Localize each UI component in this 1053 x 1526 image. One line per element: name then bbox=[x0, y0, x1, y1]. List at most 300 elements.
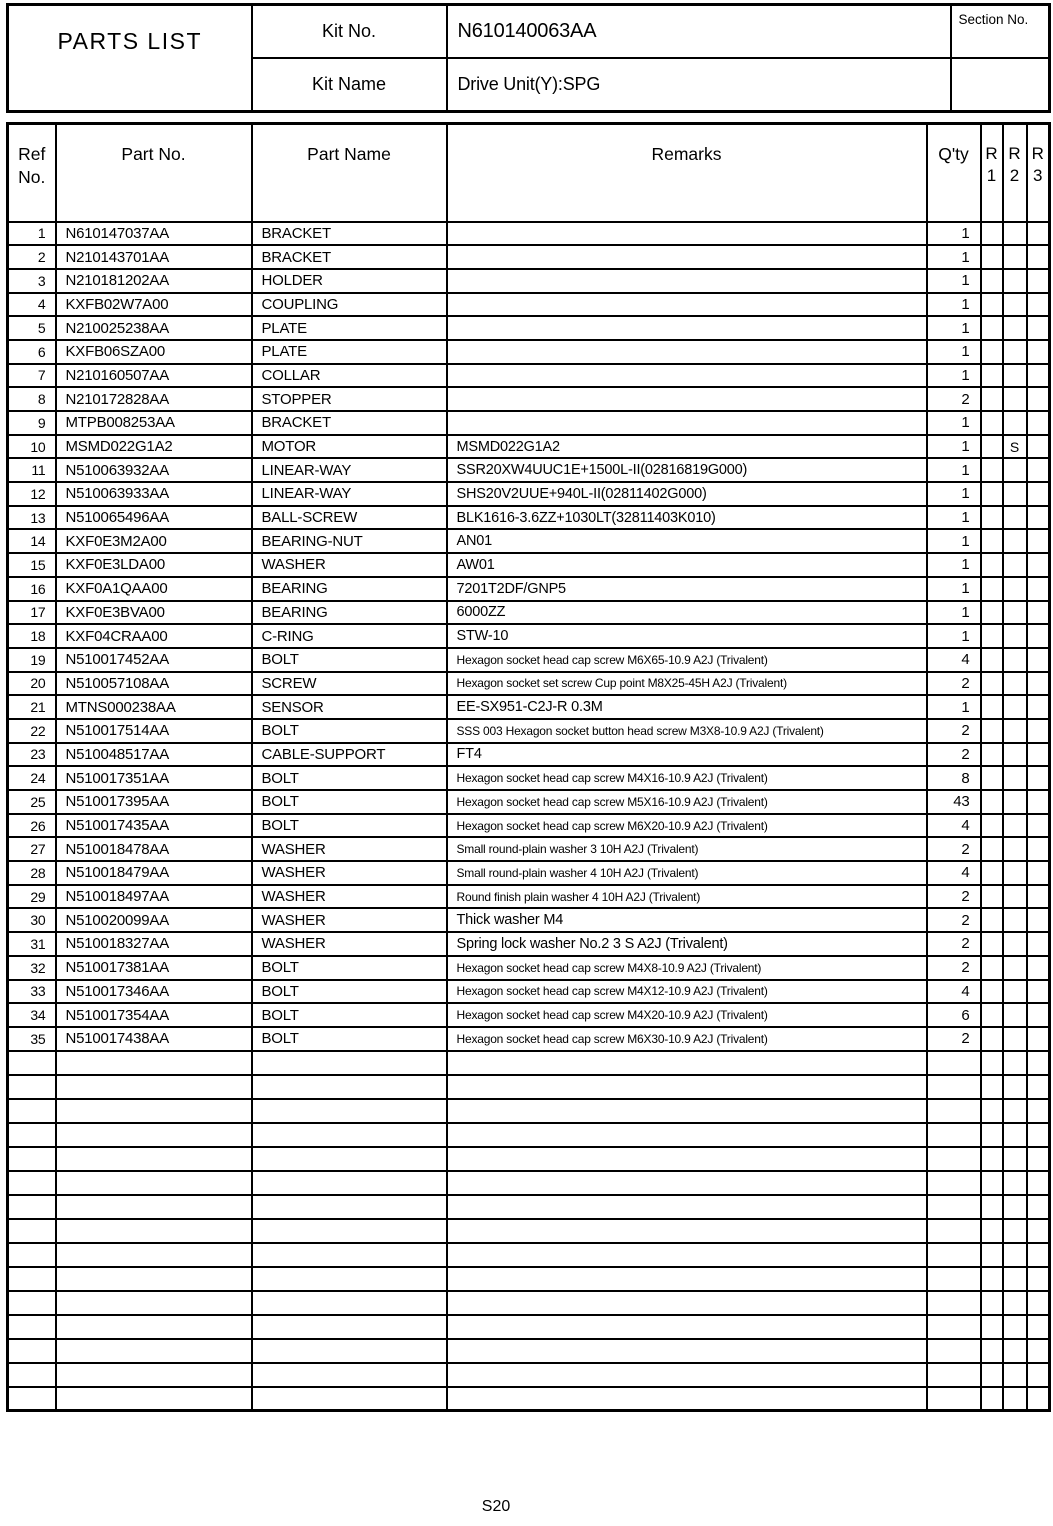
cell-r3 bbox=[1027, 1339, 1050, 1363]
cell-ref-no: 16 bbox=[8, 577, 56, 601]
cell-r1 bbox=[981, 1267, 1003, 1291]
cell-qty bbox=[927, 1219, 981, 1243]
cell-qty: 1 bbox=[927, 695, 981, 719]
cell-ref-no: 6 bbox=[8, 340, 56, 364]
cell-remarks bbox=[447, 1171, 927, 1195]
cell-ref-no: 29 bbox=[8, 885, 56, 909]
cell-qty bbox=[927, 1291, 981, 1315]
cell-part-name bbox=[252, 1315, 447, 1339]
cell-qty: 2 bbox=[927, 743, 981, 767]
cell-qty: 43 bbox=[927, 790, 981, 814]
cell-r1 bbox=[981, 695, 1003, 719]
cell-ref-no: 1 bbox=[8, 222, 56, 246]
cell-r3 bbox=[1027, 316, 1050, 340]
cell-remarks bbox=[447, 1147, 927, 1171]
cell-r2 bbox=[1003, 364, 1027, 388]
cell-remarks bbox=[447, 1219, 927, 1243]
cell-r2 bbox=[1003, 601, 1027, 625]
cell-remarks bbox=[447, 1291, 927, 1315]
cell-remarks: FT4 bbox=[447, 743, 927, 767]
empty-row bbox=[8, 1339, 1050, 1363]
table-row bbox=[8, 885, 1050, 909]
cell-ref-no: 34 bbox=[8, 1003, 56, 1027]
cell-part-no: N510017395AA bbox=[56, 790, 252, 814]
cell-r3 bbox=[1027, 1291, 1050, 1315]
cell-ref-no: 12 bbox=[8, 482, 56, 506]
cell-part-name: PLATE bbox=[252, 340, 447, 364]
cell-ref-no: 2 bbox=[8, 245, 56, 269]
cell-part-name: SENSOR bbox=[252, 695, 447, 719]
cell-remarks bbox=[447, 293, 927, 317]
page-title: PARTS LIST bbox=[8, 5, 252, 112]
cell-qty bbox=[927, 1099, 981, 1123]
cell-r1 bbox=[981, 908, 1003, 932]
cell-part-name bbox=[252, 1195, 447, 1219]
cell-r3 bbox=[1027, 1363, 1050, 1387]
empty-row bbox=[8, 1051, 1050, 1075]
table-row bbox=[8, 719, 1050, 743]
cell-r2 bbox=[1003, 1387, 1027, 1411]
cell-qty: 1 bbox=[927, 506, 981, 530]
cell-qty bbox=[927, 1171, 981, 1195]
cell-part-name: C-RING bbox=[252, 624, 447, 648]
cell-part-name: BEARING bbox=[252, 577, 447, 601]
cell-part-no: N510017354AA bbox=[56, 1003, 252, 1027]
cell-ref-no: 5 bbox=[8, 316, 56, 340]
col-header-r3: R 3 bbox=[1027, 124, 1050, 222]
cell-r1 bbox=[981, 885, 1003, 909]
cell-part-no: KXFB06SZA00 bbox=[56, 340, 252, 364]
cell-qty bbox=[927, 1123, 981, 1147]
empty-row bbox=[8, 1099, 1050, 1123]
cell-remarks bbox=[447, 245, 927, 269]
cell-part-name: COLLAR bbox=[252, 364, 447, 388]
cell-r2 bbox=[1003, 1123, 1027, 1147]
cell-qty bbox=[927, 1075, 981, 1099]
cell-part-name: BOLT bbox=[252, 956, 447, 980]
table-row bbox=[8, 316, 1050, 340]
cell-part-name bbox=[252, 1291, 447, 1315]
table-row bbox=[8, 553, 1050, 577]
cell-part-no: KXFB02W7A00 bbox=[56, 293, 252, 317]
cell-remarks bbox=[447, 1051, 927, 1075]
cell-qty: 1 bbox=[927, 577, 981, 601]
cell-r3 bbox=[1027, 435, 1050, 459]
cell-r3 bbox=[1027, 908, 1050, 932]
cell-ref-no: 27 bbox=[8, 837, 56, 861]
cell-r1 bbox=[981, 316, 1003, 340]
cell-remarks bbox=[447, 1363, 927, 1387]
cell-r3 bbox=[1027, 1075, 1050, 1099]
section-no-label: Section No. bbox=[951, 5, 1050, 58]
cell-part-no: N510017351AA bbox=[56, 766, 252, 790]
cell-r1 bbox=[981, 577, 1003, 601]
empty-row bbox=[8, 1147, 1050, 1171]
cell-part-no: KXF04CRAA00 bbox=[56, 624, 252, 648]
cell-remarks: MSMD022G1A2 bbox=[447, 435, 927, 459]
cell-qty: 1 bbox=[927, 458, 981, 482]
cell-remarks: Round finish plain washer 4 10H A2J (Trivalent) bbox=[447, 885, 927, 909]
cell-r1 bbox=[981, 956, 1003, 980]
cell-part-name: WASHER bbox=[252, 861, 447, 885]
col-header-r1: R 1 bbox=[981, 124, 1003, 222]
table-row bbox=[8, 269, 1050, 293]
empty-row bbox=[8, 1387, 1050, 1411]
cell-remarks: Small round-plain washer 4 10H A2J (Trivalent) bbox=[447, 861, 927, 885]
cell-r3 bbox=[1027, 956, 1050, 980]
col-header-r2: R 2 bbox=[1003, 124, 1027, 222]
cell-part-no: N510057108AA bbox=[56, 672, 252, 696]
cell-r1 bbox=[981, 1147, 1003, 1171]
cell-r2 bbox=[1003, 1219, 1027, 1243]
cell-part-name: WASHER bbox=[252, 837, 447, 861]
cell-r2 bbox=[1003, 387, 1027, 411]
cell-r1 bbox=[981, 340, 1003, 364]
cell-remarks: SHS20V2UUE+940L-II(02811402G000) bbox=[447, 482, 927, 506]
cell-qty: 1 bbox=[927, 435, 981, 459]
cell-ref-no bbox=[8, 1195, 56, 1219]
table-row bbox=[8, 814, 1050, 838]
empty-row bbox=[8, 1075, 1050, 1099]
page-number: S20 bbox=[481, 1498, 511, 1515]
cell-qty: 2 bbox=[927, 956, 981, 980]
table-row bbox=[8, 245, 1050, 269]
cell-part-name bbox=[252, 1387, 447, 1411]
cell-ref-no: 23 bbox=[8, 743, 56, 767]
cell-remarks: BLK1616-3.6ZZ+1030LT(32811403K010) bbox=[447, 506, 927, 530]
table-row bbox=[8, 695, 1050, 719]
cell-ref-no: 28 bbox=[8, 861, 56, 885]
cell-r1 bbox=[981, 1075, 1003, 1099]
cell-r3 bbox=[1027, 1027, 1050, 1051]
cell-part-name bbox=[252, 1243, 447, 1267]
cell-ref-no: 3 bbox=[8, 269, 56, 293]
table-row bbox=[8, 482, 1050, 506]
cell-qty: 1 bbox=[927, 316, 981, 340]
cell-part-no: N510020099AA bbox=[56, 908, 252, 932]
cell-r2 bbox=[1003, 743, 1027, 767]
cell-part-no: N510018479AA bbox=[56, 861, 252, 885]
cell-r1 bbox=[981, 1291, 1003, 1315]
cell-qty: 1 bbox=[927, 340, 981, 364]
table-row bbox=[8, 458, 1050, 482]
cell-ref-no bbox=[8, 1243, 56, 1267]
cell-part-no bbox=[56, 1075, 252, 1099]
cell-part-name: CABLE-SUPPORT bbox=[252, 743, 447, 767]
cell-r3 bbox=[1027, 648, 1050, 672]
section-no-value bbox=[951, 58, 1050, 112]
cell-r2 bbox=[1003, 222, 1027, 246]
cell-ref-no: 31 bbox=[8, 932, 56, 956]
cell-r3 bbox=[1027, 980, 1050, 1004]
cell-r3 bbox=[1027, 1243, 1050, 1267]
cell-part-no: N510018478AA bbox=[56, 837, 252, 861]
cell-qty: 1 bbox=[927, 529, 981, 553]
cell-remarks bbox=[447, 1195, 927, 1219]
cell-part-name bbox=[252, 1339, 447, 1363]
cell-part-no bbox=[56, 1243, 252, 1267]
cell-part-name: WASHER bbox=[252, 908, 447, 932]
cell-ref-no: 33 bbox=[8, 980, 56, 1004]
table-row bbox=[8, 1027, 1050, 1051]
cell-ref-no bbox=[8, 1219, 56, 1243]
cell-r2 bbox=[1003, 1027, 1027, 1051]
cell-ref-no bbox=[8, 1171, 56, 1195]
empty-row bbox=[8, 1219, 1050, 1243]
kit-name-value: Drive Unit(Y):SPG bbox=[447, 58, 951, 112]
cell-remarks: 7201T2DF/GNP5 bbox=[447, 577, 927, 601]
cell-part-name bbox=[252, 1147, 447, 1171]
cell-remarks bbox=[447, 269, 927, 293]
cell-part-name bbox=[252, 1075, 447, 1099]
cell-r3 bbox=[1027, 719, 1050, 743]
cell-r2 bbox=[1003, 766, 1027, 790]
cell-remarks bbox=[447, 340, 927, 364]
cell-r2 bbox=[1003, 245, 1027, 269]
cell-qty: 2 bbox=[927, 908, 981, 932]
header-row-kit-no bbox=[8, 5, 1050, 58]
cell-part-name: WASHER bbox=[252, 553, 447, 577]
cell-part-name: BALL-SCREW bbox=[252, 506, 447, 530]
cell-ref-no bbox=[8, 1099, 56, 1123]
cell-remarks bbox=[447, 1267, 927, 1291]
cell-ref-no bbox=[8, 1315, 56, 1339]
cell-part-no bbox=[56, 1195, 252, 1219]
cell-r3 bbox=[1027, 1195, 1050, 1219]
empty-row bbox=[8, 1171, 1050, 1195]
cell-r1 bbox=[981, 1387, 1003, 1411]
cell-remarks: SSR20XW4UUC1E+1500L-II(02816819G000) bbox=[447, 458, 927, 482]
cell-r2 bbox=[1003, 293, 1027, 317]
cell-r2 bbox=[1003, 411, 1027, 435]
cell-r3 bbox=[1027, 1171, 1050, 1195]
cell-part-name bbox=[252, 1171, 447, 1195]
cell-part-no: N210025238AA bbox=[56, 316, 252, 340]
cell-r3 bbox=[1027, 861, 1050, 885]
cell-r2 bbox=[1003, 1147, 1027, 1171]
cell-r3 bbox=[1027, 269, 1050, 293]
empty-row bbox=[8, 1123, 1050, 1147]
cell-r1 bbox=[981, 861, 1003, 885]
cell-part-name bbox=[252, 1051, 447, 1075]
table-row bbox=[8, 411, 1050, 435]
cell-part-no: MTPB008253AA bbox=[56, 411, 252, 435]
cell-part-no: N510065496AA bbox=[56, 506, 252, 530]
cell-part-no bbox=[56, 1363, 252, 1387]
cell-r2 bbox=[1003, 1171, 1027, 1195]
cell-qty: 1 bbox=[927, 482, 981, 506]
cell-r2 bbox=[1003, 648, 1027, 672]
cell-remarks bbox=[447, 1387, 927, 1411]
cell-ref-no: 4 bbox=[8, 293, 56, 317]
cell-ref-no: 14 bbox=[8, 529, 56, 553]
cell-part-no: N210160507AA bbox=[56, 364, 252, 388]
cell-r3 bbox=[1027, 1219, 1050, 1243]
cell-r3 bbox=[1027, 1267, 1050, 1291]
cell-remarks: Thick washer M4 bbox=[447, 908, 927, 932]
cell-part-name: BOLT bbox=[252, 648, 447, 672]
cell-remarks bbox=[447, 387, 927, 411]
cell-part-name: BOLT bbox=[252, 814, 447, 838]
cell-part-name: BEARING-NUT bbox=[252, 529, 447, 553]
cell-remarks: Hexagon socket head cap screw M4X8-10.9 A2J (Trivalent) bbox=[447, 956, 927, 980]
cell-ref-no: 30 bbox=[8, 908, 56, 932]
cell-r1 bbox=[981, 766, 1003, 790]
cell-r2 bbox=[1003, 1099, 1027, 1123]
cell-r1 bbox=[981, 435, 1003, 459]
cell-part-no: N510018497AA bbox=[56, 885, 252, 909]
table-row bbox=[8, 387, 1050, 411]
cell-part-name bbox=[252, 1267, 447, 1291]
cell-qty bbox=[927, 1195, 981, 1219]
cell-part-no: KXF0E3M2A00 bbox=[56, 529, 252, 553]
cell-ref-no: 7 bbox=[8, 364, 56, 388]
table-row bbox=[8, 790, 1050, 814]
cell-r2 bbox=[1003, 932, 1027, 956]
cell-r3 bbox=[1027, 245, 1050, 269]
cell-r1 bbox=[981, 506, 1003, 530]
cell-r3 bbox=[1027, 364, 1050, 388]
cell-r2 bbox=[1003, 482, 1027, 506]
cell-ref-no: 13 bbox=[8, 506, 56, 530]
cell-ref-no bbox=[8, 1051, 56, 1075]
cell-ref-no: 26 bbox=[8, 814, 56, 838]
cell-r2 bbox=[1003, 1363, 1027, 1387]
cell-part-name: BRACKET bbox=[252, 411, 447, 435]
cell-part-name: BOLT bbox=[252, 766, 447, 790]
cell-qty: 2 bbox=[927, 932, 981, 956]
cell-r1 bbox=[981, 364, 1003, 388]
cell-qty: 4 bbox=[927, 980, 981, 1004]
kit-no-label: Kit No. bbox=[252, 5, 447, 58]
cell-qty: 2 bbox=[927, 1027, 981, 1051]
table-row bbox=[8, 743, 1050, 767]
cell-qty bbox=[927, 1315, 981, 1339]
cell-qty: 6 bbox=[927, 1003, 981, 1027]
cell-qty bbox=[927, 1339, 981, 1363]
cell-part-no: N510017514AA bbox=[56, 719, 252, 743]
cell-r1 bbox=[981, 1123, 1003, 1147]
cell-r3 bbox=[1027, 1147, 1050, 1171]
cell-qty: 2 bbox=[927, 837, 981, 861]
cell-remarks bbox=[447, 1099, 927, 1123]
cell-part-no bbox=[56, 1123, 252, 1147]
cell-r2 bbox=[1003, 908, 1027, 932]
cell-r3 bbox=[1027, 222, 1050, 246]
cell-r3 bbox=[1027, 529, 1050, 553]
empty-row bbox=[8, 1291, 1050, 1315]
cell-part-no: N210143701AA bbox=[56, 245, 252, 269]
cell-r2 bbox=[1003, 861, 1027, 885]
cell-r1 bbox=[981, 624, 1003, 648]
cell-r2 bbox=[1003, 1291, 1027, 1315]
cell-r1 bbox=[981, 814, 1003, 838]
cell-remarks: Hexagon socket head cap screw M6X20-10.9 A2J (Trivalent) bbox=[447, 814, 927, 838]
cell-r3 bbox=[1027, 553, 1050, 577]
cell-part-name: PLATE bbox=[252, 316, 447, 340]
cell-r2 bbox=[1003, 1267, 1027, 1291]
cell-r3 bbox=[1027, 1123, 1050, 1147]
cell-ref-no: 9 bbox=[8, 411, 56, 435]
cell-r3 bbox=[1027, 577, 1050, 601]
cell-remarks: 6000ZZ bbox=[447, 601, 927, 625]
cell-r1 bbox=[981, 601, 1003, 625]
cell-ref-no bbox=[8, 1123, 56, 1147]
cell-ref-no: 22 bbox=[8, 719, 56, 743]
cell-r3 bbox=[1027, 340, 1050, 364]
cell-remarks: STW-10 bbox=[447, 624, 927, 648]
cell-remarks: Hexagon socket head cap screw M4X16-10.9 A2J (Trivalent) bbox=[447, 766, 927, 790]
cell-part-no bbox=[56, 1267, 252, 1291]
cell-r3 bbox=[1027, 837, 1050, 861]
cell-r2 bbox=[1003, 269, 1027, 293]
cell-ref-no: 17 bbox=[8, 601, 56, 625]
cell-part-no bbox=[56, 1099, 252, 1123]
cell-part-name: BRACKET bbox=[252, 222, 447, 246]
cell-qty: 1 bbox=[927, 222, 981, 246]
cell-r2 bbox=[1003, 1075, 1027, 1099]
cell-r2 bbox=[1003, 695, 1027, 719]
cell-qty bbox=[927, 1387, 981, 1411]
cell-part-name: LINEAR-WAY bbox=[252, 482, 447, 506]
kit-no-value: N610140063AA bbox=[447, 5, 951, 58]
table-row bbox=[8, 577, 1050, 601]
cell-remarks: Hexagon socket set screw Cup point M8X25-45H A2J (Trivalent) bbox=[447, 672, 927, 696]
cell-part-no bbox=[56, 1387, 252, 1411]
cell-r2 bbox=[1003, 553, 1027, 577]
table-row bbox=[8, 1003, 1050, 1027]
cell-r1 bbox=[981, 482, 1003, 506]
cell-r3 bbox=[1027, 672, 1050, 696]
cell-qty: 4 bbox=[927, 861, 981, 885]
cell-part-no: N210181202AA bbox=[56, 269, 252, 293]
cell-r2 bbox=[1003, 1315, 1027, 1339]
cell-r1 bbox=[981, 790, 1003, 814]
cell-ref-no: 32 bbox=[8, 956, 56, 980]
cell-part-no: N510017346AA bbox=[56, 980, 252, 1004]
cell-ref-no bbox=[8, 1147, 56, 1171]
empty-row bbox=[8, 1267, 1050, 1291]
table-row bbox=[8, 672, 1050, 696]
cell-r3 bbox=[1027, 885, 1050, 909]
cell-r2 bbox=[1003, 885, 1027, 909]
cell-r2 bbox=[1003, 529, 1027, 553]
cell-r2 bbox=[1003, 956, 1027, 980]
cell-r3 bbox=[1027, 695, 1050, 719]
cell-r3 bbox=[1027, 624, 1050, 648]
cell-r1 bbox=[981, 980, 1003, 1004]
cell-qty: 1 bbox=[927, 293, 981, 317]
cell-r3 bbox=[1027, 387, 1050, 411]
col-header-remarks: Remarks bbox=[447, 124, 927, 222]
cell-r2 bbox=[1003, 458, 1027, 482]
cell-r2 bbox=[1003, 837, 1027, 861]
cell-qty: 2 bbox=[927, 719, 981, 743]
empty-row bbox=[8, 1315, 1050, 1339]
cell-qty bbox=[927, 1243, 981, 1267]
cell-part-no: MSMD022G1A2 bbox=[56, 435, 252, 459]
cell-r1 bbox=[981, 1243, 1003, 1267]
cell-part-name: BOLT bbox=[252, 790, 447, 814]
cell-part-name: BOLT bbox=[252, 980, 447, 1004]
cell-r1 bbox=[981, 1195, 1003, 1219]
table-row bbox=[8, 908, 1050, 932]
table-row bbox=[8, 222, 1050, 246]
cell-remarks: Hexagon socket head cap screw M6X65-10.9 A2J (Trivalent) bbox=[447, 648, 927, 672]
cell-part-no: N510017452AA bbox=[56, 648, 252, 672]
cell-qty: 8 bbox=[927, 766, 981, 790]
cell-r1 bbox=[981, 1339, 1003, 1363]
